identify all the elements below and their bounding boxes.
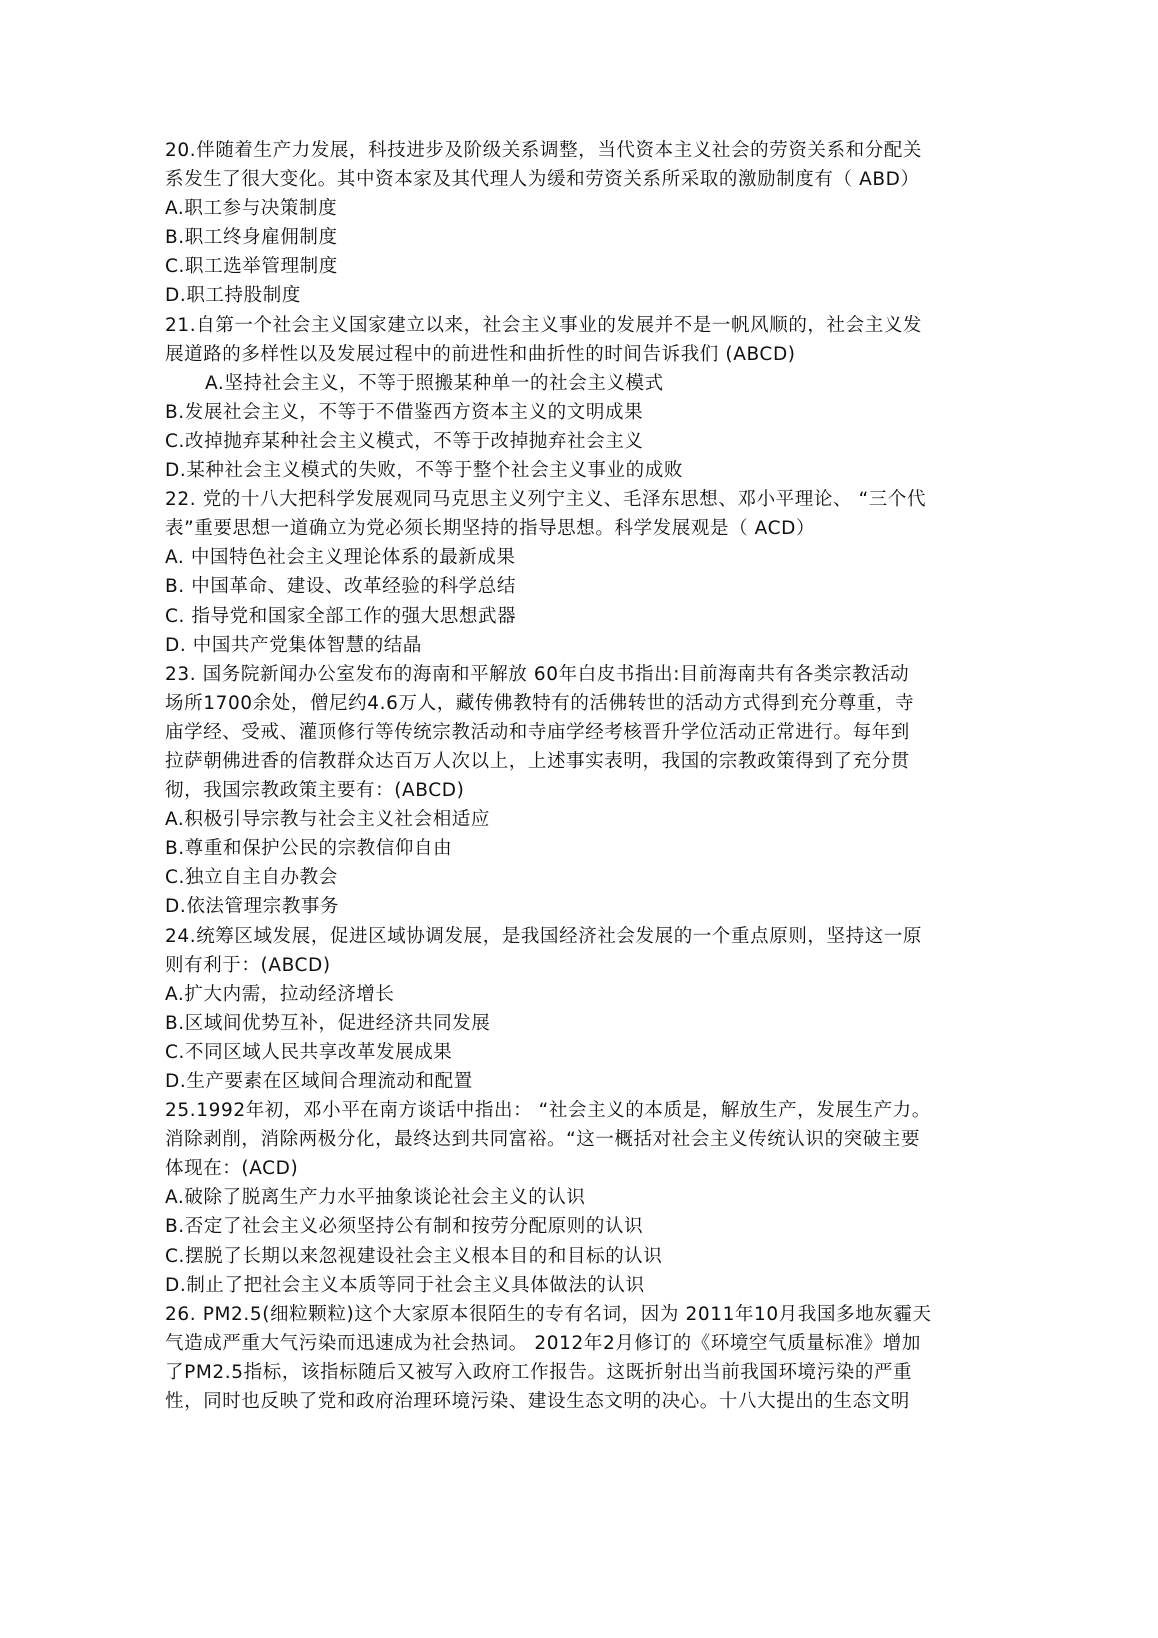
question-text-line: 22. 党的十八大把科学发展观同马克思主义列宁主义、毛泽东思想、邓小平理论、 “三个代 bbox=[165, 489, 927, 511]
text-line: 庙学经、受戒、灌顶修行等传统宗教活动和寺庙学经考核晋升学位活动正常进行。每年到 bbox=[165, 721, 910, 743]
answer-option: B.职工终身雇佣制度 bbox=[165, 227, 338, 249]
answer-option: B.尊重和保护公民的宗教信仰自由 bbox=[165, 838, 453, 860]
text-line: 了PM2.5指标，该指标随后又被写入政府工作报告。这既折射出当前我国环境污染的严重 bbox=[165, 1361, 913, 1383]
question-text-line: 21.自第一个社会主义国家建立以来，社会主义事业的发展并不是一帆风顺的，社会主义发 bbox=[165, 314, 923, 336]
answer-option: D. 中国共产党集体智慧的结晶 bbox=[165, 634, 423, 656]
text-line: 气造成严重大气污染而迅速成为社会热词。 2012年2月修订的《环境空气质量标准》增加 bbox=[165, 1332, 921, 1354]
text-line: 体现在：(ACD) bbox=[165, 1158, 299, 1180]
question-text-line: 25.1992年初，邓小平在南方谈话中指出： “社会主义的本质是，解放生产，发展生产力。 bbox=[165, 1100, 931, 1122]
answer-option: A.破除了脱离生产力水平抽象谈论社会主义的认识 bbox=[165, 1187, 586, 1209]
text-line: 系发生了很大变化。其中资本家及其代理人为缓和劳资关系所采取的激励制度有（ ABD） bbox=[165, 169, 920, 191]
text-line: 消除剥削，消除两极分化，最终达到共同富裕。“这一概括对社会主义传统认识的突破主要 bbox=[165, 1129, 921, 1151]
text-line: 则有利于：(ABCD) bbox=[165, 954, 331, 976]
answer-option: D.依法管理宗教事务 bbox=[165, 896, 340, 918]
answer-option: B.发展社会主义，不等于不借鉴西方资本主义的文明成果 bbox=[165, 401, 644, 423]
answer-option: D.制止了把社会主义本质等同于社会主义具体做法的认识 bbox=[165, 1274, 645, 1296]
answer-option: D.职工持股制度 bbox=[165, 285, 301, 307]
answer-option: C.独立自主自办教会 bbox=[165, 867, 338, 889]
text-line: 展道路的多样性以及发展过程中的前进性和曲折性的时间告诉我们 (ABCD) bbox=[165, 343, 796, 365]
question-text-line: 24.统筹区域发展，促进区域协调发展，是我国经济社会发展的一个重点原则，坚持这一原 bbox=[165, 925, 923, 947]
answer-option: C.改掉抛弃某种社会主义模式，不等于改掉抛弃社会主义 bbox=[165, 430, 644, 452]
answer-option: A.职工参与决策制度 bbox=[165, 198, 338, 220]
document-page bbox=[165, 136, 955, 1416]
answer-option: B. 中国革命、建设、改革经验的科学总结 bbox=[165, 576, 516, 598]
text-line: 表”重要思想一道确立为党必须长期坚持的指导思想。科学发展观是（ ACD） bbox=[165, 518, 816, 540]
text-line: 彻，我国宗教政策主要有：(ABCD) bbox=[165, 780, 465, 802]
text-line: 场所1700余处，僧尼约4.6万人，藏传佛教特有的活佛转世的活动方式得到充分尊重，寺 bbox=[165, 692, 915, 714]
answer-option: A.扩大内需，拉动经济增长 bbox=[165, 983, 395, 1005]
answer-option: C.摆脱了长期以来忽视建设社会主义根本目的和目标的认识 bbox=[165, 1245, 663, 1267]
answer-option: D.某种社会主义模式的失败，不等于整个社会主义事业的成败 bbox=[165, 460, 683, 482]
question-text-line: 26. PM2.5(细粒颗粒)这个大家原本很陌生的专有名词，因为 2011年10月我国多地灰霾天 bbox=[165, 1303, 932, 1325]
answer-option: B.区域间优势互补，促进经济共同发展 bbox=[165, 1012, 491, 1034]
answer-option: A.积极引导宗教与社会主义社会相适应 bbox=[165, 809, 491, 831]
question-text-line: 23. 国务院新闻办公室发布的海南和平解放 60年白皮书指出:目前海南共有各类宗教活动 bbox=[165, 663, 910, 685]
answer-option: C. 指导党和国家全部工作的强大思想武器 bbox=[165, 605, 517, 627]
answer-option: C.不同区域人民共享改革发展成果 bbox=[165, 1041, 453, 1063]
answer-option: D.生产要素在区域间合理流动和配置 bbox=[165, 1071, 473, 1092]
text-line: 拉萨朝佛进香的信教群众达百万人次以上，上述事实表明，我国的宗教政策得到了充分贯 bbox=[165, 750, 910, 772]
answer-option: A. 中国特色社会主义理论体系的最新成果 bbox=[165, 547, 516, 569]
answer-option: B.否定了社会主义必须坚持公有制和按劳分配原则的认识 bbox=[165, 1216, 644, 1238]
text-line: 性，同时也反映了党和政府治理环境污染、建设生态文明的决心。十八大提出的生态文明 bbox=[165, 1391, 910, 1413]
answer-option: A.坚持社会主义，不等于照搬某种单一的社会主义模式 bbox=[205, 372, 664, 394]
answer-option: C.职工选举管理制度 bbox=[165, 256, 338, 278]
question-text-line: 20.伴随着生产力发展，科技进步及阶级关系调整，当代资本主义社会的劳资关系和分配关 bbox=[165, 140, 923, 161]
